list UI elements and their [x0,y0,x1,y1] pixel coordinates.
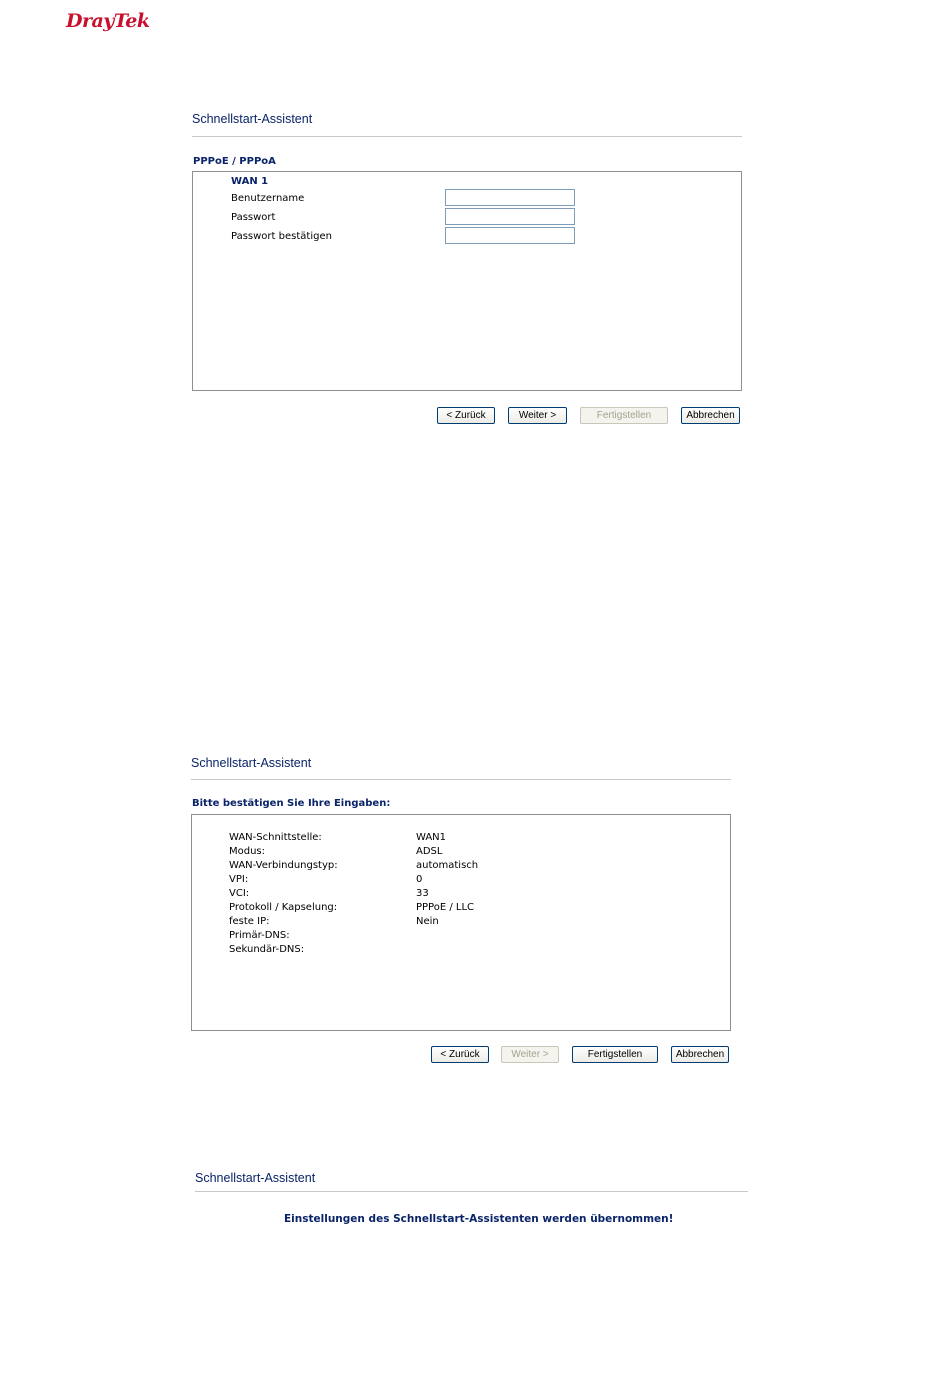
summary-label: WAN-Schnittstelle: [229,832,322,843]
finish-button-disabled: Fertigstellen [580,407,668,424]
finish-button[interactable]: Fertigstellen [572,1046,658,1063]
cancel-button[interactable]: Abbrechen [681,407,740,424]
page-title: Schnellstart-Assistent [192,112,313,126]
summary-label: VPI: [229,874,249,885]
cancel-button[interactable]: Abbrechen [671,1046,729,1063]
page-title: Schnellstart-Assistent [195,1171,316,1185]
back-button[interactable]: < Zurück [431,1046,489,1063]
success-message: Einstellungen des Schnellstart-Assistenten werden übernommen! [284,1213,674,1225]
password-label: Passwort [231,212,276,223]
summary-label: feste IP: [229,916,270,927]
summary-label: Modus: [229,846,266,857]
username-input[interactable] [445,189,575,206]
summary-value: 33 [416,888,429,899]
summary-value: Nein [416,916,439,927]
title-divider [191,779,731,780]
summary-box [191,814,731,1031]
summary-label: Primär-DNS: [229,930,290,941]
confirm-password-input[interactable] [445,227,575,244]
title-divider [195,1191,748,1192]
summary-label: Sekundär-DNS: [229,944,305,955]
draytek-logo: DrayTek [66,10,150,32]
confirm-password-label: Passwort bestätigen [231,231,332,242]
summary-value: 0 [416,874,423,885]
username-label: Benutzername [231,193,305,204]
next-button-disabled: Weiter > [501,1046,559,1063]
section-heading: PPPoE / PPPoA [193,156,276,167]
summary-value: WAN1 [416,832,447,843]
summary-label: VCI: [229,888,250,899]
summary-value: PPPoE / LLC [416,902,475,913]
page-title: Schnellstart-Assistent [191,756,312,770]
password-input[interactable] [445,208,575,225]
summary-label: Protokoll / Kapselung: [229,902,338,913]
title-divider [192,136,742,137]
wan-label: WAN 1 [231,176,269,187]
summary-label: WAN-Verbindungstyp: [229,860,338,871]
next-button[interactable]: Weiter > [508,407,567,424]
back-button[interactable]: < Zurück [437,407,495,424]
summary-value: ADSL [416,846,443,857]
section-heading: Bitte bestätigen Sie Ihre Eingaben: [192,798,391,809]
summary-value: automatisch [416,860,479,871]
